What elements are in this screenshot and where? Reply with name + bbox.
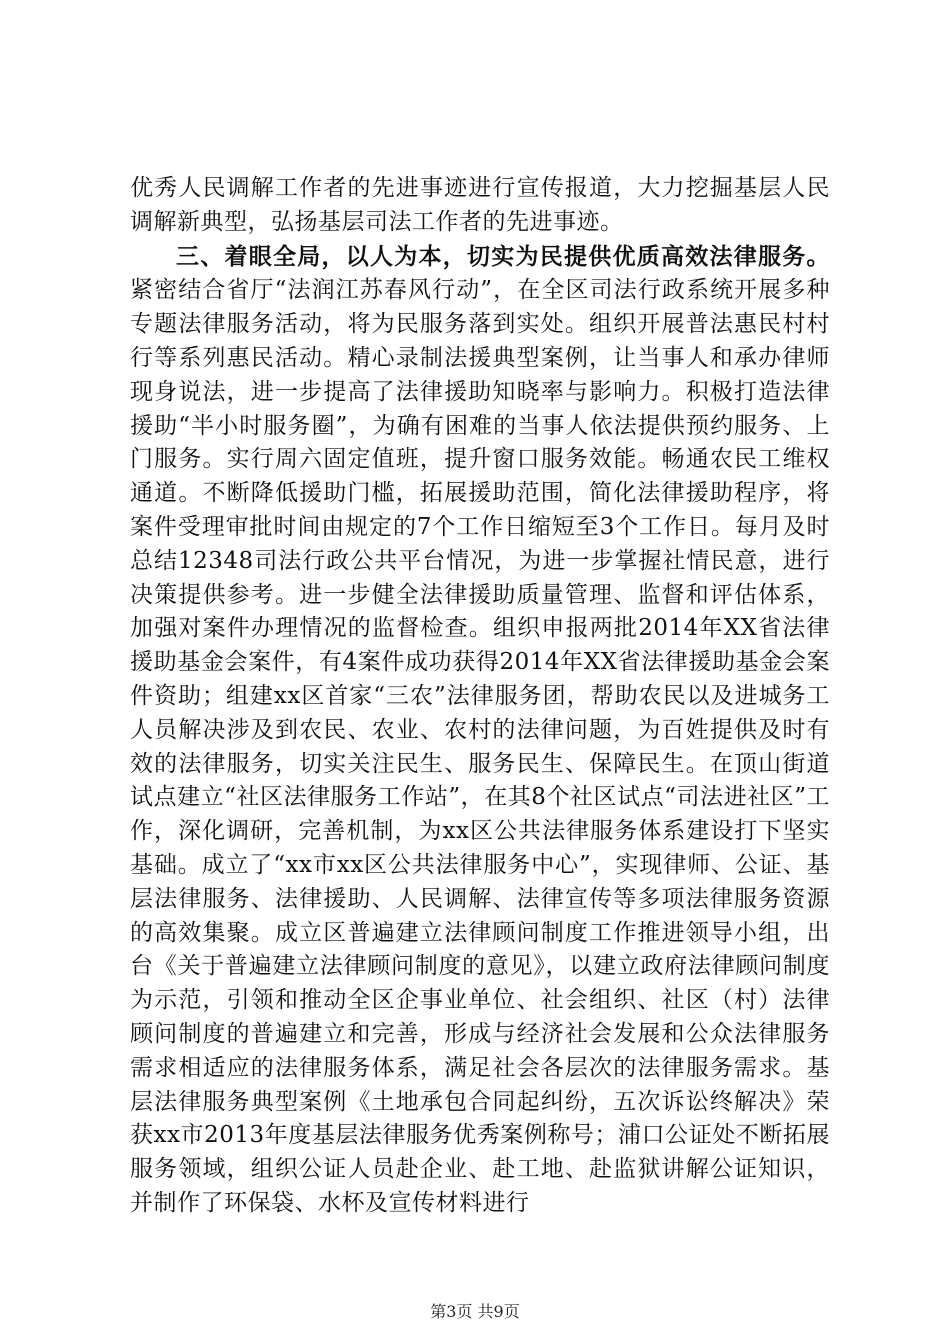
- paragraph-continuation: [130, 172, 830, 240]
- page-number: 第3页 共9页: [430, 1302, 520, 1321]
- section-heading: 三、着眼全局，以人为本，切实为民提供优质高效法律服务。: [176, 242, 830, 270]
- paragraph-text: 紧密结合省厅“法润江苏春风行动”，在全区司法行政系统开展多种专题法律服务活动，将为民服务落到实处。组织开展普法惠民村村行等系列惠民活动。精心录制法援典型案例，让当事人和承办律师现身说法，进一步提高了法律援助知晓率与影响力。积极打造法律援助“半小时服务圈”，为确有困难的当事人依法提供预约服务、上门服务。实行周六固定值班，提升窗口服务效能。畅通农民工维权通道。不断降低援助门槛，拓展援助范围，简化法律援助程序，将案件受理审批时间由规定的7个工作日缩短至3个工作日。每月及时总结12348司法行政公共平台情况，为进一步掌握社情民意，进行决策提供参考。进一步健全法律援助质量管理、监督和评估体系，加强对案件办理情况的监督检查。组织申报两批2014年XX省法律援助基金会案件，有4案件成功获得2014年XX省法律援助基金会案件资助；组建xx区首家“三农”法律服务团，帮助农民以及进城务工人员解决涉及到农民、农业、农村的法律问题，为百姓提供及时有效的法律服务，切实关注民生、服务民生、保障民生。在顶山街道试点建立“社区法律服务工作站”，在其8个社区试点“司法进社区”工作，深化调研，完善机制，为xx区公共法律服务体系建设打下坚实基础。成立了“xx市xx区公共法律服务中心”，实现律师、公证、基层法律服务、法律援助、人民调解、法律宣传等多项法律服务资源的高效集聚。成立区普遍建立法律顾问制度工作推进领导小组，出台《关于普遍建立法律顾问制度的意见》，以建立政府法律顾问制度为示范，引领和推动全区企事业单位、社会组织、社区（村）法律顾问制度的普遍建立和完善，形成与经济社会发展和公众法律服务需求相适应的法律服务体系，满足社会各层次的法律服务需求。基层法律服务典型案例《土地承包合同起纠纷，五次诉讼终解决》荣获xx市2013年度基层法律服务优秀案例称号；浦口公证处不断拓展服务领域，组织公证人员赴企业、赴工地、赴监狱讲解公证知识，并制作了环保袋、水杯及宣传材料进行: [130, 277, 830, 1216]
- paragraph-text: 优秀人民调解工作者的先进事迹进行宣传报道，大力挖掘基层人民调解新典型，弘扬基层司法工作者的先进事迹。: [130, 175, 830, 235]
- page-footer: [0, 1302, 950, 1322]
- paragraph-section-three: [130, 240, 830, 1221]
- document-body: [130, 172, 830, 1221]
